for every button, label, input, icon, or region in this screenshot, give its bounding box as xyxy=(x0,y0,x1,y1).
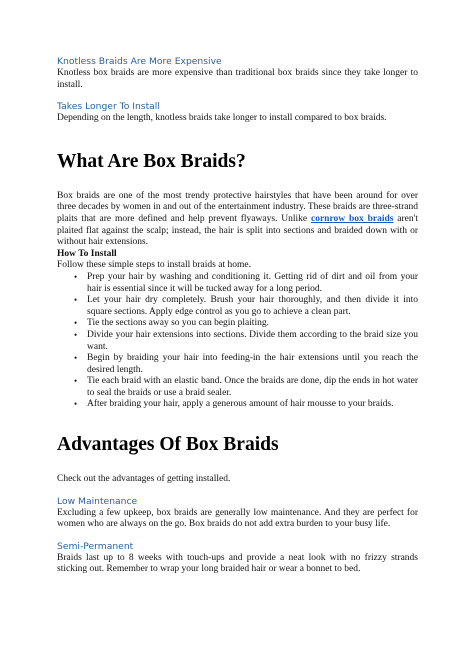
bullet-icon: • xyxy=(74,318,78,329)
bullet-icon: • xyxy=(74,271,78,282)
longer-install-heading: Takes Longer To Install xyxy=(57,101,160,113)
cornrow-box-braids-link[interactable]: cornrow box braids xyxy=(310,213,394,224)
low-maintenance-text: Excluding a few upkeep, box braids are generally low maintenance. And they are perfect for women who are always on the go. Box braids do not add extra burden to your busy life. xyxy=(57,507,418,530)
step-text: Tie each braid with an elastic band. Once the braids are done, dip the ends in hot water to seal the braids or use a braid sealer. xyxy=(87,376,418,398)
list-item xyxy=(74,329,418,353)
list-item xyxy=(74,271,418,295)
list-item xyxy=(74,353,418,376)
step-text: Divide your hair extensions into sections. Divide them according to the braid size you want. xyxy=(87,329,418,352)
advantages-intro: Check out the advantages of getting installed. xyxy=(57,474,231,485)
knotless-expensive-text: Knotless box braids are more expensive than traditional box braids since they take longer to install. xyxy=(57,68,418,90)
bullet-icon: • xyxy=(74,399,78,410)
step-text: Begin by braiding your hair into feeding-in the hair extensions until you reach the desired length. xyxy=(87,353,418,375)
how-to-install-intro: Follow these simple steps to install braids at home. xyxy=(57,260,251,271)
bullet-icon: • xyxy=(74,376,78,387)
step-text: Tie the sections away so you can begin plaiting. xyxy=(87,318,269,329)
bullet-icon: • xyxy=(74,353,78,364)
step-text: Let your hair dry completely. Brush your hair thoroughly, and then divide it into square sections. Apply edge control as you go to achieve a clean part. xyxy=(87,295,418,317)
step-text: Prep your hair by washing and conditioning it. Getting rid of dirt and oil from your hair is essential since it will be tucked away for a long period. xyxy=(87,271,418,294)
intro-text-before-link: Box braids are one of the most trendy protective hairstyles that have been around for over three decades by women in and out of the entertainment industry. These braids are three-strand plaits that are more defined and help prevent flyaways. Unlike xyxy=(57,190,418,224)
install-steps-list xyxy=(57,272,418,411)
bullet-icon: • xyxy=(74,329,78,340)
list-item xyxy=(74,376,418,399)
semi-permanent-text: Braids last up to 8 weeks with touch-ups and provide a neat look with no frizzy strands sticking out. Remember to wrap your long braided hair or wear a bonnet to bed. xyxy=(57,552,418,575)
intro-text-after-link: aren't plaited flat against the scalp; instead, the hair is split into sections and braided down with or without hair extensions. xyxy=(57,213,418,248)
advantages-title: Advantages Of Box Braids xyxy=(57,434,279,456)
knotless-expensive-heading: Knotless Braids Are More Expensive xyxy=(57,56,222,67)
semi-permanent-heading: Semi-Permanent xyxy=(57,540,134,552)
low-maintenance-heading: Low Maintenance xyxy=(57,495,138,507)
list-item xyxy=(74,295,418,318)
list-item xyxy=(74,399,418,411)
what-are-intro xyxy=(57,191,418,249)
list-item xyxy=(74,318,418,330)
longer-install-text: Depending on the length, knotless braids take longer to install compared to box braids. xyxy=(57,113,387,124)
how-to-install-heading: How To Install xyxy=(57,248,117,259)
bullet-icon: • xyxy=(74,295,78,306)
what-are-box-braids-title: What Are Box Braids? xyxy=(57,150,246,172)
step-text: After braiding your hair, apply a generous amount of hair mousse to your braids. xyxy=(87,399,394,410)
